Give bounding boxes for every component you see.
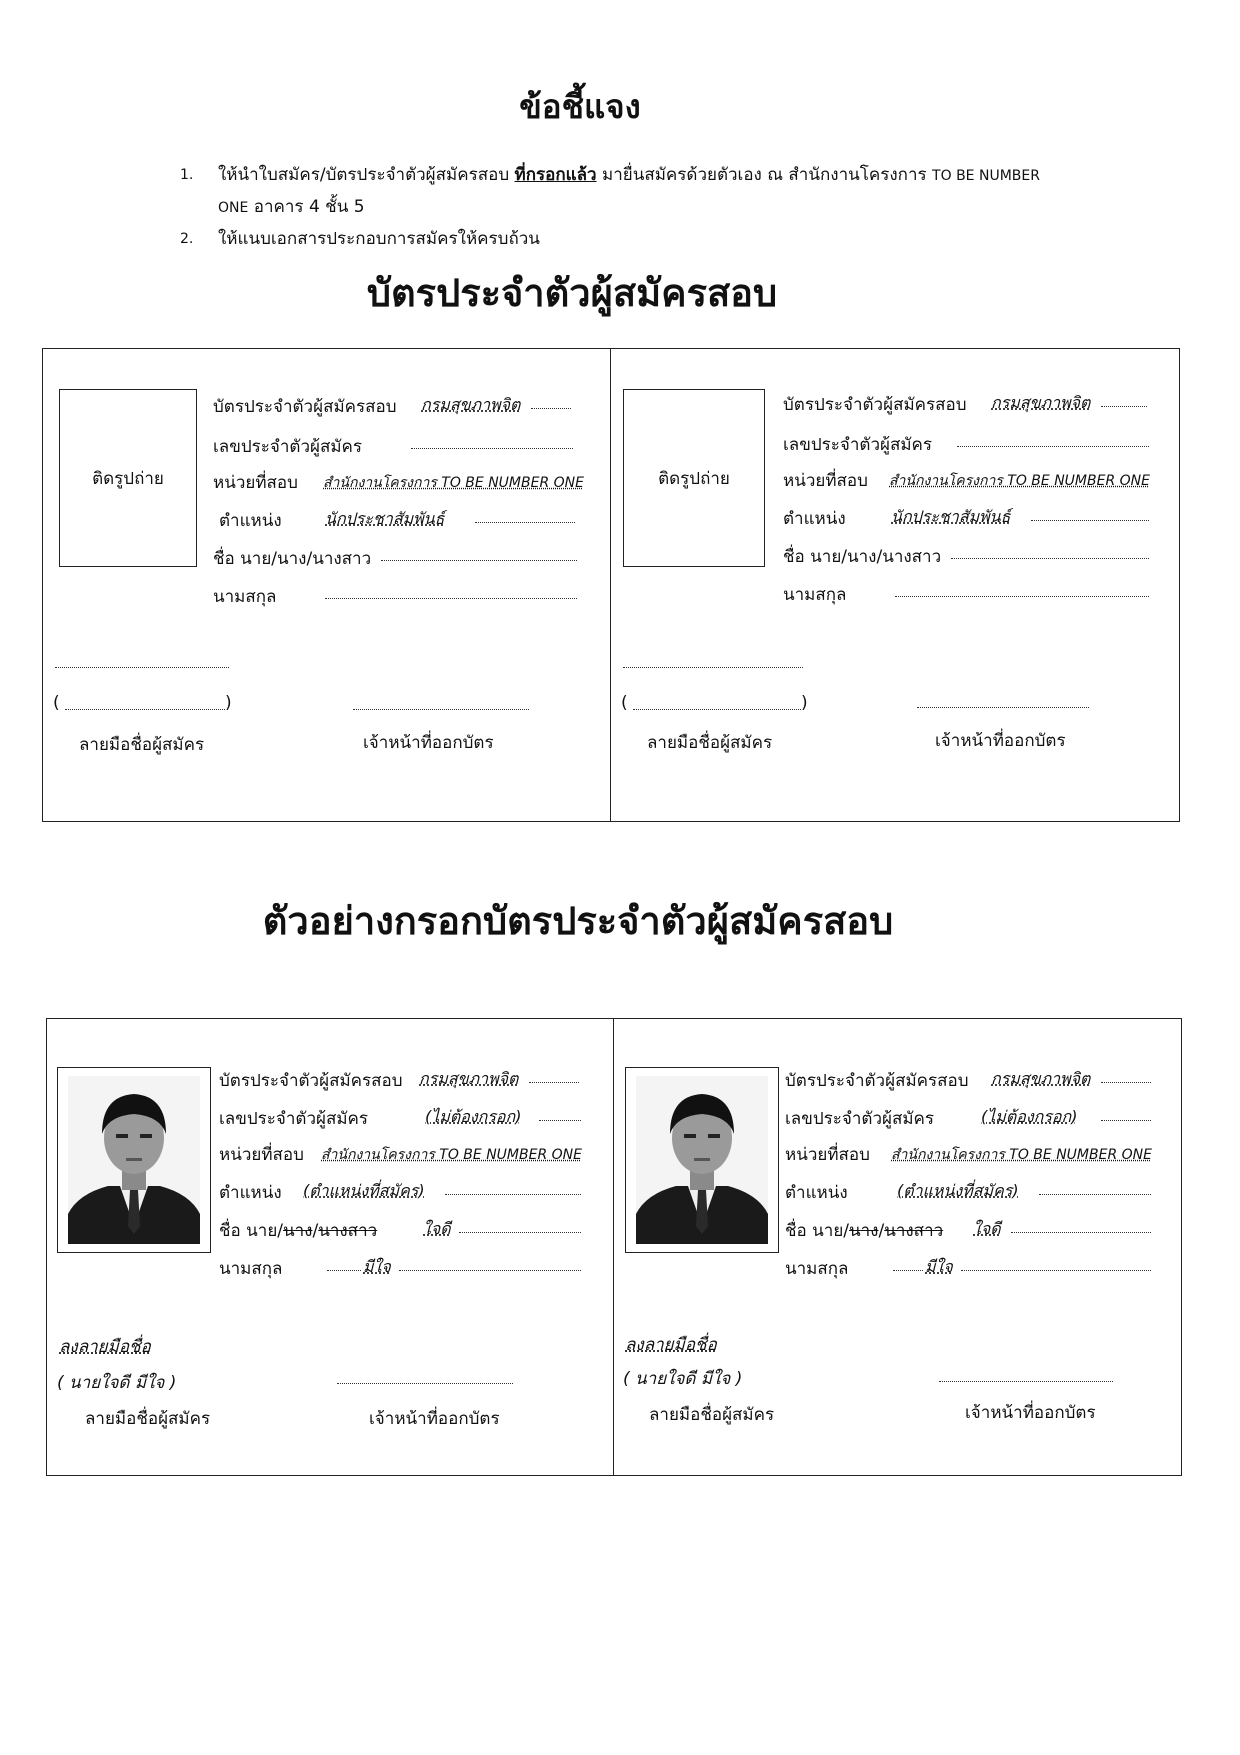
field-label: เลขประจำตัวผู้สมัคร — [213, 437, 363, 457]
field-label: หน่วยที่สอบ — [213, 473, 298, 493]
field-value: กรมสุขภาพจิต — [421, 395, 521, 414]
name-line — [65, 709, 225, 710]
applicant-photo — [57, 1067, 211, 1253]
instruction-item-1-line2 — [180, 196, 1140, 220]
row-exam-unit — [213, 469, 593, 497]
row-name — [219, 1217, 599, 1245]
row-exam-card — [219, 1067, 599, 1095]
field-label: เลขประจำตัวผู้สมัคร — [785, 1109, 935, 1129]
field-label: บัตรประจำตัวผู้สมัครสอบ — [213, 397, 397, 417]
field-label: บัตรประจำตัวผู้สมัครสอบ — [783, 395, 967, 415]
field-label: ชื่อ นาย/นาง/นางสาว — [213, 549, 372, 569]
instruction-text: ให้นำใบสมัคร/บัตรประจำตัวผู้สมัครสอบ ที่กรอกแล้ว มายื่นสมัครด้วยตัวเอง ณ สำนักงานโครงการ TO BE NUMBER — [218, 165, 1040, 185]
person-portrait-icon — [68, 1076, 200, 1244]
photo-box — [623, 389, 765, 567]
row-position — [213, 507, 593, 535]
signature-line — [55, 667, 229, 668]
field-label: ตำแหน่ง — [783, 509, 846, 529]
field-value: กรมสุขภาพจิต — [991, 1069, 1091, 1088]
example-section-title: ตัวอย่างกรอกบัตรประจำตัวผู้สมัครสอบ — [262, 899, 894, 943]
dotted-line — [325, 598, 577, 599]
field-value: สำนักงานโครงการ TO BE NUMBER ONE — [321, 1147, 582, 1163]
field-value: (ไม่ต้องกรอก) — [425, 1107, 522, 1126]
field-label: หน่วยที่สอบ — [219, 1145, 304, 1165]
field-label: ตำแหน่ง — [785, 1183, 848, 1203]
dotted-line — [445, 1194, 581, 1195]
example-card-panel — [46, 1018, 1182, 1476]
dotted-line — [1031, 520, 1149, 521]
row-exam-unit — [785, 1141, 1165, 1169]
field-label: เลขประจำตัวผู้สมัคร — [783, 435, 933, 455]
signature-label: ลายมือชื่อผู้สมัคร — [647, 733, 773, 753]
field-value: ใจดี — [423, 1219, 451, 1238]
officer-label: เจ้าหน้าที่ออกบัตร — [965, 1403, 1096, 1423]
signature-value: ลงลายมือชื่อ — [59, 1337, 151, 1357]
row-surname — [213, 583, 593, 611]
paren-close: ) — [225, 693, 232, 713]
dotted-line — [1039, 1194, 1151, 1195]
field-label: ชื่อ นาย/นาง/นางสาว — [785, 1221, 944, 1241]
officer-line — [939, 1381, 1113, 1382]
row-applicant-number — [783, 431, 1163, 459]
field-label: นามสกุล — [213, 587, 277, 607]
officer-line — [917, 707, 1089, 708]
dotted-line — [1101, 1120, 1151, 1121]
row-position — [785, 1179, 1165, 1207]
field-value: สำนักงานโครงการ TO BE NUMBER ONE — [891, 1147, 1152, 1163]
instruction-text: ONE อาคาร 4 ชั้น 5 — [218, 197, 365, 217]
example-card — [613, 1019, 1173, 1475]
field-value: มีใจ — [363, 1257, 391, 1276]
field-value: กรมสุขภาพจิต — [991, 393, 1091, 412]
row-name — [785, 1217, 1165, 1245]
instruction-number: 2. — [180, 231, 194, 247]
instruction-text: ให้แนบเอกสารประกอบการสมัครให้ครบถ้วน — [218, 229, 540, 249]
row-applicant-number — [213, 433, 593, 461]
instruction-number: 1. — [180, 167, 194, 183]
dotted-line — [539, 1120, 581, 1121]
field-value: นักประชาสัมพันธ์ — [325, 509, 445, 528]
field-value: (ตำแหน่งที่สมัคร) — [897, 1181, 1019, 1200]
row-surname — [783, 581, 1163, 609]
officer-label: เจ้าหน้าที่ออกบัตร — [363, 733, 494, 753]
dotted-line — [1101, 1082, 1151, 1083]
field-value: สำนักงานโครงการ TO BE NUMBER ONE — [323, 475, 584, 491]
dotted-line — [529, 1082, 579, 1083]
dotted-line — [893, 1270, 923, 1271]
row-surname — [219, 1255, 599, 1283]
blank-card — [43, 349, 603, 821]
field-value: นักประชาสัมพันธ์ — [891, 507, 1011, 526]
field-value: สำนักงานโครงการ TO BE NUMBER ONE — [889, 473, 1150, 489]
field-label: นามสกุล — [785, 1259, 849, 1279]
dotted-line — [957, 446, 1149, 447]
dotted-line — [1101, 406, 1147, 407]
dotted-line — [459, 1232, 581, 1233]
paren-open: ( — [621, 693, 628, 713]
applicant-name-paren: ( นายใจดี มีใจ ) — [623, 1369, 743, 1389]
field-label: ชื่อ นาย/นาง/นางสาว — [219, 1221, 378, 1241]
field-label: ตำแหน่ง — [219, 1183, 282, 1203]
dotted-line — [951, 558, 1149, 559]
applicant-name-paren: ( นายใจดี มีใจ ) — [57, 1373, 177, 1393]
dotted-line — [961, 1270, 1151, 1271]
instruction-item-1 — [180, 164, 1140, 188]
signature-label: ลายมือชื่อผู้สมัคร — [85, 1409, 211, 1429]
person-portrait-icon — [636, 1076, 768, 1244]
dotted-line — [327, 1270, 361, 1271]
field-label: นามสกุล — [783, 585, 847, 605]
signature-label: ลายมือชื่อผู้สมัคร — [649, 1405, 775, 1425]
row-exam-unit — [783, 467, 1163, 495]
blank-card — [611, 349, 1171, 821]
officer-line — [353, 709, 529, 710]
row-name — [783, 543, 1163, 571]
officer-line — [337, 1383, 513, 1384]
photo-label: ติดรูปถ่าย — [92, 468, 164, 489]
field-label: บัตรประจำตัวผู้สมัครสอบ — [219, 1071, 403, 1091]
blank-card-panel — [42, 348, 1180, 822]
field-label: หน่วยที่สอบ — [785, 1145, 870, 1165]
field-value: ใจดี — [973, 1219, 1001, 1238]
field-label: เลขประจำตัวผู้สมัคร — [219, 1109, 369, 1129]
field-value: กรมสุขภาพจิต — [419, 1069, 519, 1088]
example-card — [47, 1019, 607, 1475]
blank-card-section-title: บัตรประจำตัวผู้สมัครสอบ — [366, 271, 778, 315]
row-exam-card — [785, 1067, 1165, 1095]
dotted-line — [399, 1270, 581, 1271]
photo-label: ติดรูปถ่าย — [658, 468, 730, 489]
row-applicant-number — [785, 1105, 1165, 1133]
field-value: (ไม่ต้องกรอก) — [981, 1107, 1078, 1126]
field-label: บัตรประจำตัวผู้สมัครสอบ — [785, 1071, 969, 1091]
name-line — [633, 709, 801, 710]
paren-open: ( — [53, 693, 60, 713]
field-value: (ตำแหน่งที่สมัคร) — [303, 1181, 425, 1200]
officer-label: เจ้าหน้าที่ออกบัตร — [369, 1409, 500, 1429]
photo-box — [59, 389, 197, 567]
row-position — [783, 505, 1163, 533]
signature-label: ลายมือชื่อผู้สมัคร — [79, 735, 205, 755]
signature-value: ลงลายมือชื่อ — [625, 1335, 717, 1355]
dotted-line — [531, 408, 571, 409]
row-exam-card — [783, 391, 1163, 419]
row-exam-card — [213, 393, 593, 421]
instructions-title: ข้อชี้แจง — [519, 87, 641, 126]
dotted-line — [411, 448, 573, 449]
signature-line — [623, 667, 803, 668]
row-applicant-number — [219, 1105, 599, 1133]
field-label: นามสกุล — [219, 1259, 283, 1279]
row-exam-unit — [219, 1141, 599, 1169]
dotted-line — [475, 522, 575, 523]
instruction-item-2 — [180, 228, 1140, 252]
applicant-photo — [625, 1067, 779, 1253]
row-position — [219, 1179, 599, 1207]
paren-close: ) — [801, 693, 808, 713]
field-value: มีใจ — [925, 1257, 953, 1276]
dotted-line — [895, 596, 1149, 597]
field-label: หน่วยที่สอบ — [783, 471, 868, 491]
officer-label: เจ้าหน้าที่ออกบัตร — [935, 731, 1066, 751]
field-label: ตำแหน่ง — [219, 511, 282, 531]
dotted-line — [381, 560, 577, 561]
row-surname — [785, 1255, 1165, 1283]
dotted-line — [1011, 1232, 1151, 1233]
row-name — [213, 545, 593, 573]
field-label: ชื่อ นาย/นาง/นางสาว — [783, 547, 942, 567]
